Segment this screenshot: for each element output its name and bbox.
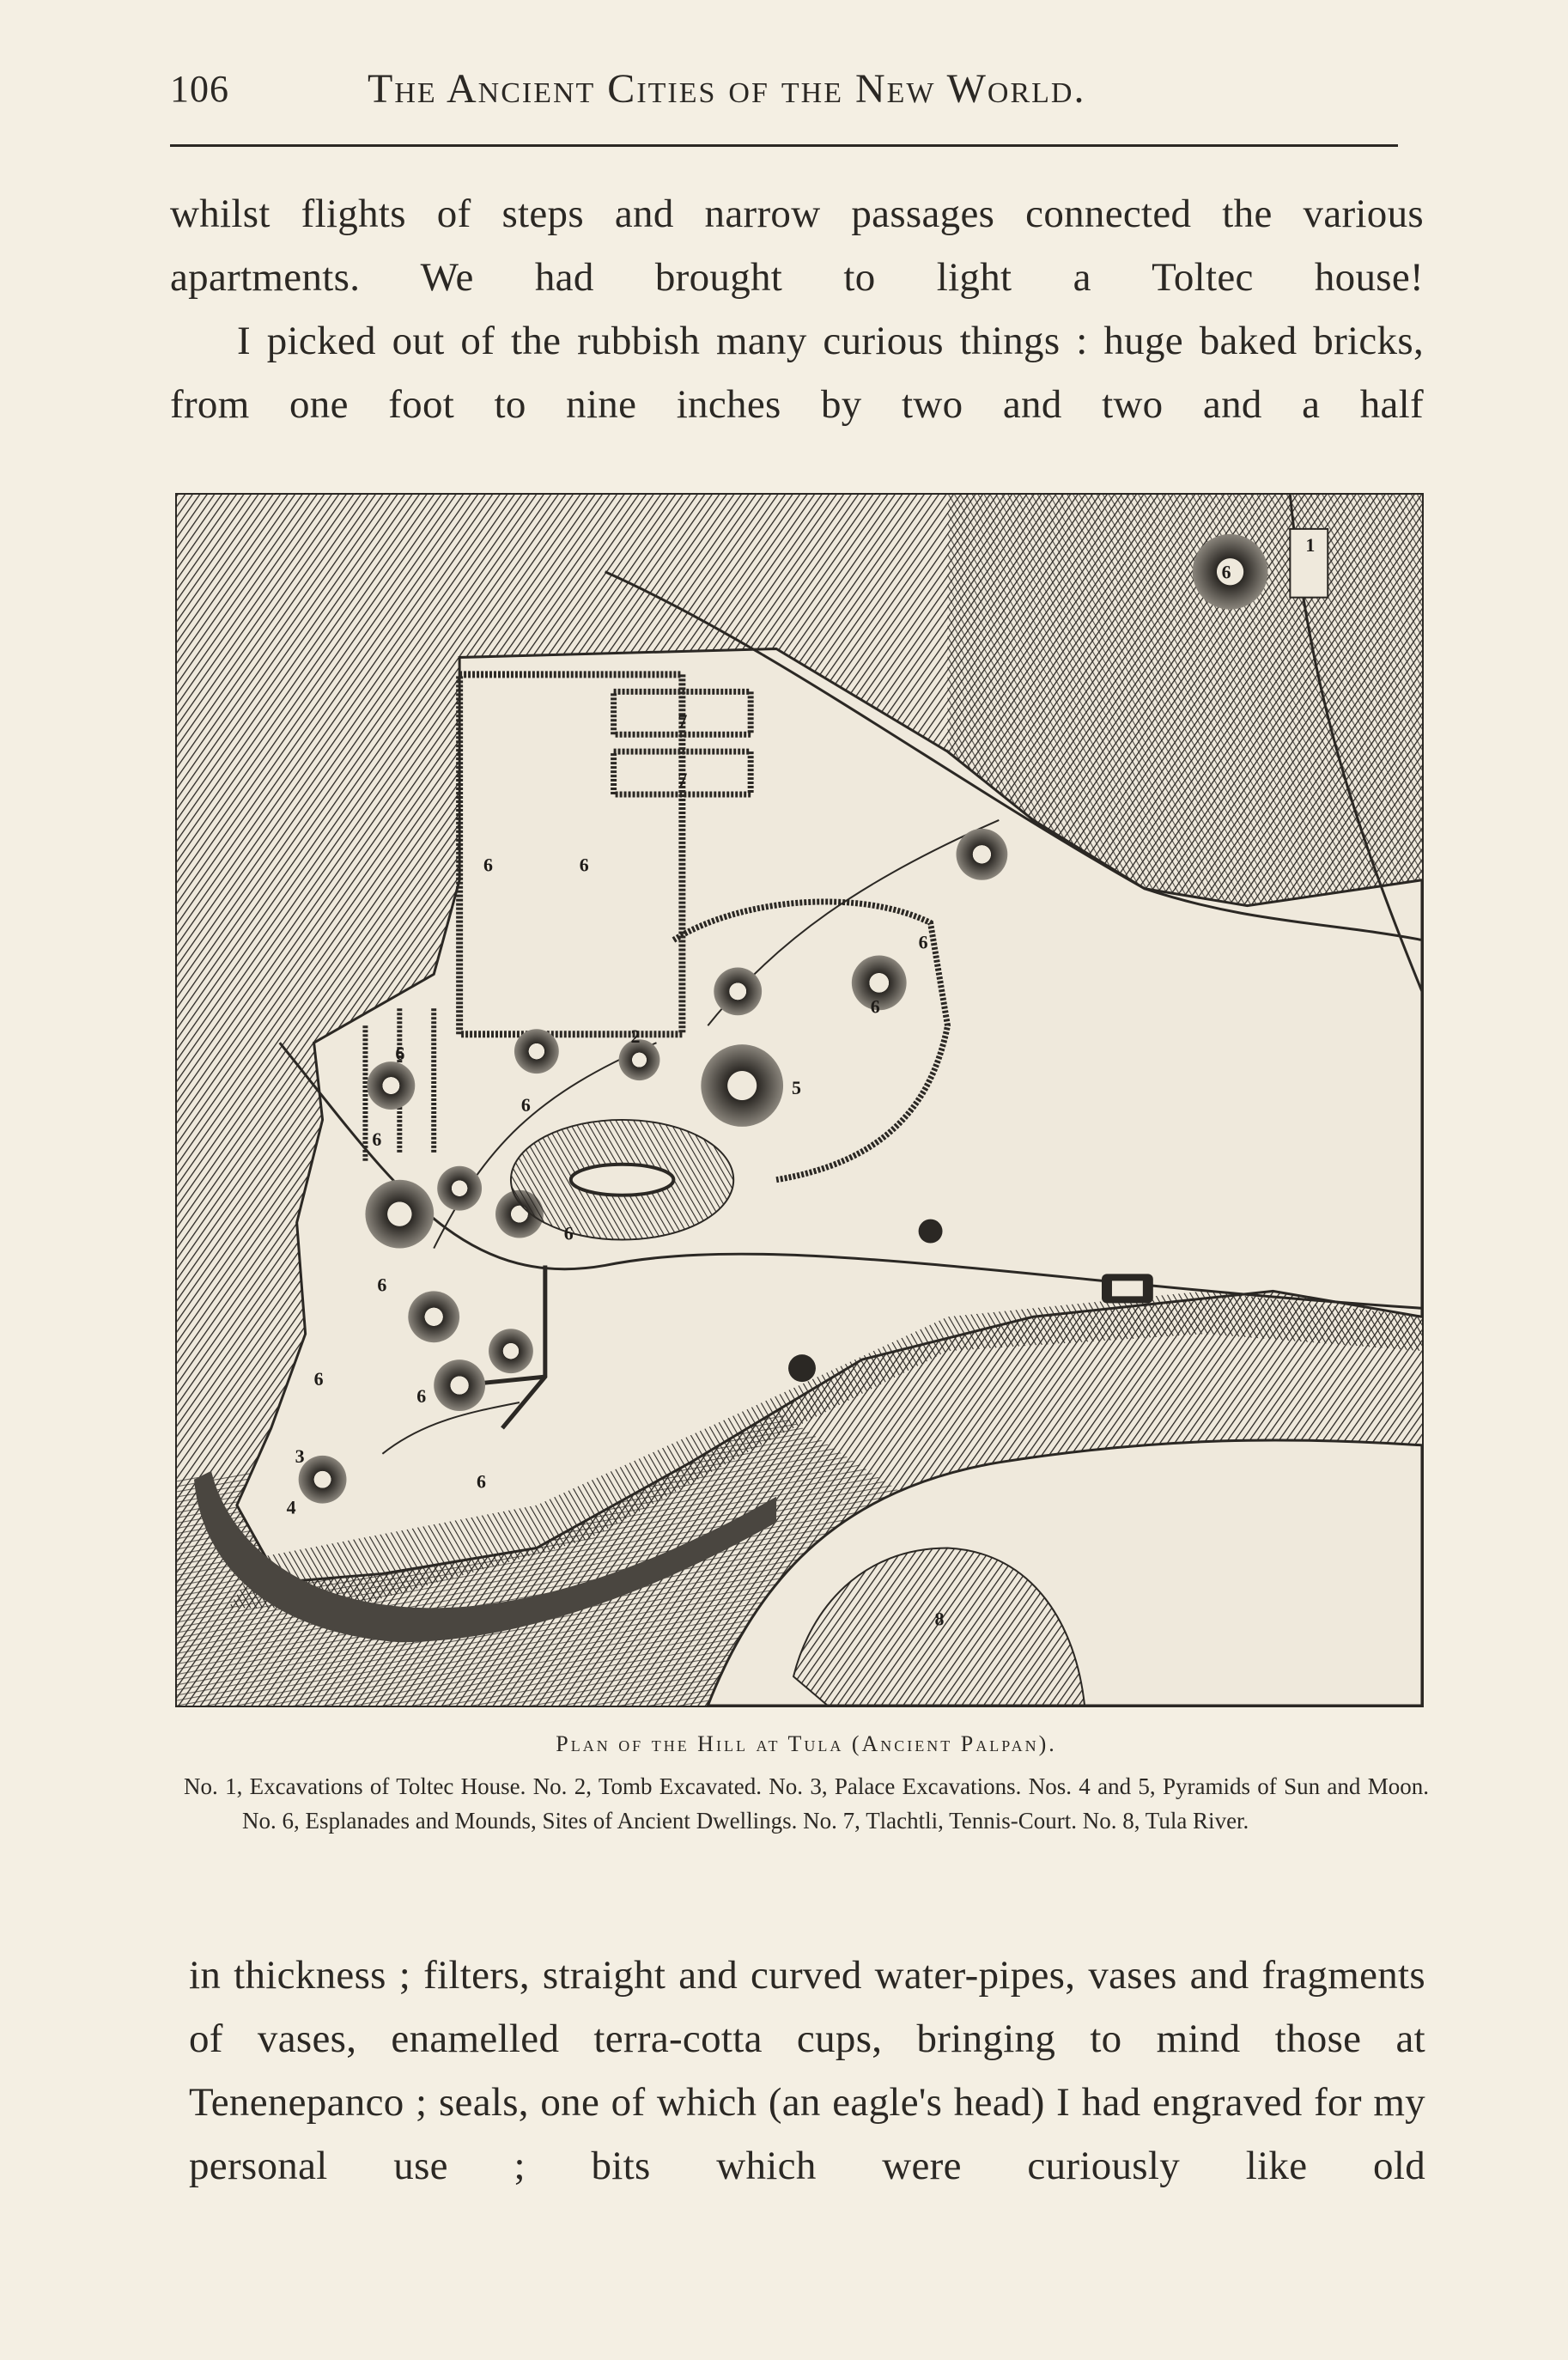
- header-rule: [170, 144, 1398, 147]
- map-label: 6: [483, 854, 494, 876]
- map-figure: [175, 493, 1424, 1707]
- mound: [956, 829, 1007, 880]
- running-head: [170, 58, 1407, 127]
- pyramid-of-moon: [701, 1044, 783, 1127]
- pyramid-of-sun-top: [571, 1165, 674, 1195]
- map-label: 5: [792, 1077, 801, 1099]
- map-label: 6: [579, 854, 589, 876]
- mound: [437, 1166, 482, 1211]
- mound: [714, 967, 762, 1015]
- running-title: The Ancient Cities of the New World.: [368, 66, 1086, 112]
- caption-title: Plan of the Hill at Tula (Ancient Palpan).: [556, 1731, 1057, 1756]
- mound: [408, 1291, 459, 1342]
- body-text-top: [170, 182, 1424, 436]
- map-label: 1: [1305, 533, 1316, 556]
- body-text-bottom: [189, 1943, 1425, 2198]
- tomb-marker-inner: [1112, 1280, 1143, 1296]
- map-label: 6: [477, 1470, 487, 1493]
- mound: [919, 1220, 943, 1244]
- mound: [367, 1061, 415, 1110]
- map-label: 6: [395, 1043, 405, 1065]
- map-label: 6: [870, 995, 880, 1018]
- paragraph: whilst flights of steps and narrow passages connected the various apartments. We had brought to light a Toltec house!: [170, 192, 1424, 300]
- map-label: 6: [372, 1128, 382, 1150]
- map-label: 6: [520, 1093, 531, 1116]
- mound: [514, 1029, 559, 1074]
- map-label: 2: [630, 1025, 641, 1048]
- map-label: 6: [416, 1385, 427, 1408]
- paragraph: in thickness ; filters, straight and curved water-pipes, vases and fragments of vases, enamelled terra-cotta cups, bringing to mind those at Tenenepanco ; seals, one of which (an eagle's head) I had engraved for my personal use ; bits which were curiously like old: [189, 1953, 1425, 2188]
- map-label: 3: [295, 1445, 305, 1467]
- map-label: 7: [678, 769, 688, 791]
- figure-caption: [184, 1731, 1429, 1838]
- mound: [299, 1456, 347, 1504]
- caption-legend: No. 1, Excavations of Toltec House. No. 2, Tomb Excavated. No. 3, Palace Excavations. Nos. 4 and 5, Pyramids of Sun and Moon. No. 6, Esplanades and Mounds, Sites of Ancient Dwellings. No. 7, Tlachtli, Tennis-Court. No. 8, Tula River.: [184, 1773, 1429, 1834]
- hill-plan-map: [177, 495, 1422, 1706]
- mound: [365, 1180, 434, 1249]
- map-label: 6: [918, 931, 928, 953]
- map-label: 6: [377, 1274, 387, 1296]
- map-label: 8: [934, 1608, 945, 1630]
- mound: [788, 1354, 816, 1382]
- map-label: 6: [1221, 561, 1231, 583]
- map-label: 7: [678, 710, 688, 733]
- paragraph: I picked out of the rubbish many curious things : huge baked bricks, from one foot to nine inches by two and two and a half: [170, 319, 1424, 427]
- mound: [489, 1329, 533, 1373]
- mound: [434, 1359, 485, 1411]
- map-label: 4: [286, 1496, 296, 1518]
- page-number: 106: [170, 68, 229, 110]
- map-label: 6: [563, 1222, 574, 1244]
- map-label: 6: [313, 1368, 324, 1390]
